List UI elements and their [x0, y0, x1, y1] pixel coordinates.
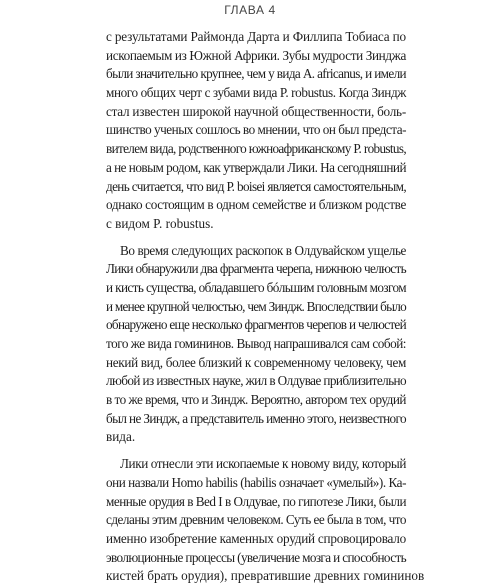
text-line: день считается, что вид P. boisei является самостоятельным,	[106, 178, 406, 194]
text-line: стал известен широкой научной общественности, боль-	[106, 103, 406, 119]
text-line: Лики отнесли эти ископаемые к новому виду, который	[120, 456, 406, 472]
text-line: Во время следующих раскопок в Олдувайском ущелье	[120, 242, 406, 258]
text-line: однако состоящим в одном семействе и близком родстве	[106, 197, 406, 213]
text-line: менные орудия в Bed I в Олдувае, по гипотезе Лики, были	[106, 493, 406, 509]
text-line: шинство ученых сошлось во мнении, что он был предста-	[106, 122, 406, 138]
text-line: вителем вида, родственного южноафриканскому P. robustus,	[106, 141, 406, 157]
text-line: были значительно крупнее, чем у вида A. africanus, и имели	[106, 66, 406, 82]
text-line: с результатами Раймонда Дарта и Филлипа Тобиаса по	[106, 29, 406, 44]
paragraph	[106, 455, 425, 586]
text-line: именно изобретение каменных орудий спровоцировало	[106, 530, 406, 546]
text-line: эволюционные процессы (увеличение мозга и способность	[106, 549, 406, 565]
text-line: кистей брать орудия), превратившие древних гомининов	[106, 568, 425, 584]
text-line: того же вида гомининов. Вывод напрашивался сам собой:	[106, 336, 407, 351]
text-line: а не новым родом, как утверждали Лики. На сегодняшний	[106, 159, 406, 175]
paragraph	[106, 28, 406, 234]
paragraph	[106, 242, 406, 448]
text-line: и кисть существа, обладавшего бóльшим головным мозгом	[106, 279, 406, 295]
text-line: Лики обнаружили два фрагмента черепа, нижнюю челюсть	[106, 261, 406, 277]
text-line: был не Зиндж, а представитель именно этого, неизвестного	[106, 410, 406, 426]
text-line: они назвали Homo habilis (habilis означает «умелый»). Ка-	[106, 474, 406, 490]
text-line: вида.	[106, 429, 136, 445]
text-line: ископаемым из Южной Африки. Зубы мудрости Зинджа	[106, 47, 406, 63]
text-line: с видом P. robustus.	[106, 215, 214, 231]
text-line: и менее крупной челюстью, чем Зиндж. Впоследствии было	[106, 298, 406, 314]
text-line: некий вид, более близкий к современному человеку, чем	[106, 354, 406, 370]
text-line: любой из известных науке, жил в Олдувае приблизительно	[106, 373, 406, 389]
text-line: много общих черт с зубами вида P. robustus. Когда Зиндж	[106, 85, 406, 101]
text-line: обнаружено еще несколько фрагментов черепов и челюстей	[106, 317, 406, 333]
running-header: ГЛАВА 4	[224, 3, 276, 17]
page-body	[106, 28, 425, 586]
text-line: в то же время, что и Зиндж. Вероятно, автором тех орудий	[106, 392, 406, 408]
text-line: сделаны этим древним человеком. Суть ее была в том, что	[106, 512, 406, 528]
